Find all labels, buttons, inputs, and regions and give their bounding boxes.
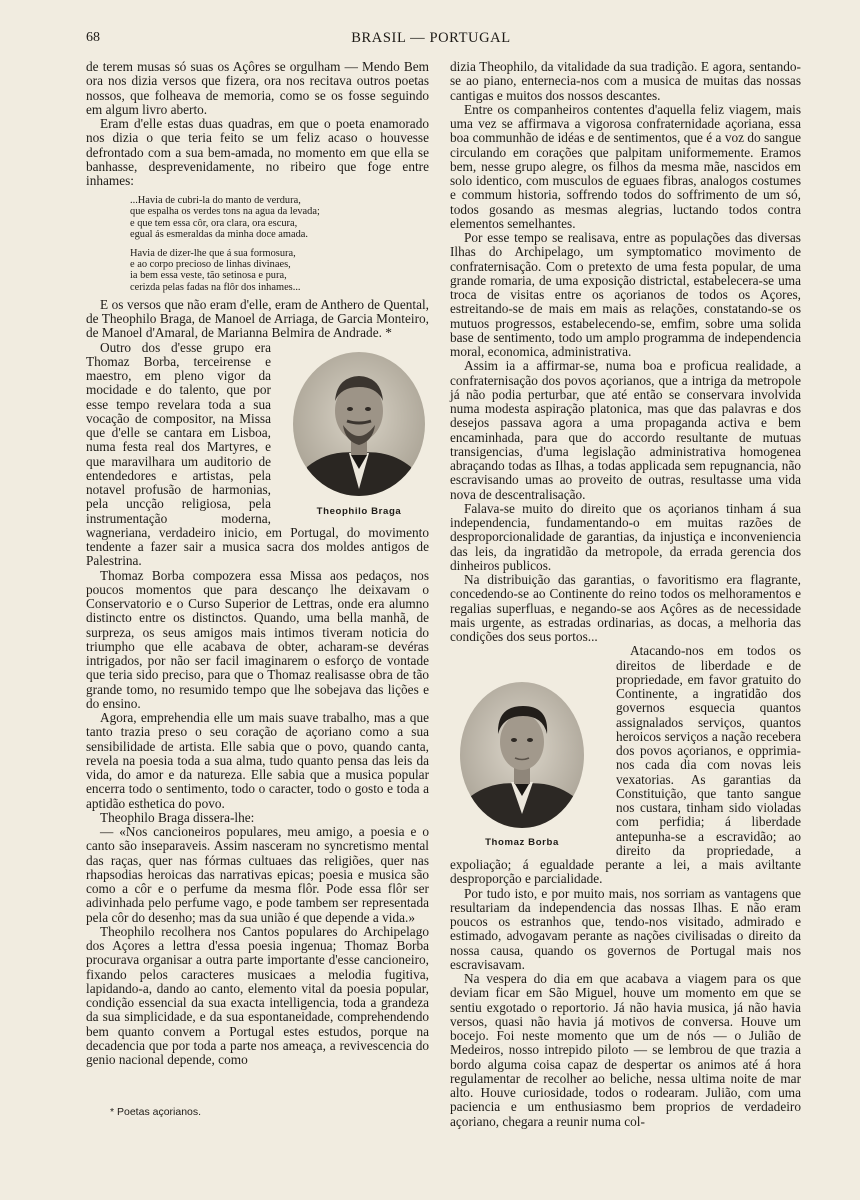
verse-block — [130, 195, 429, 293]
verse-line: e ao corpo precioso de linhas divinaes, — [130, 259, 291, 271]
page-number: 68 — [86, 30, 100, 45]
paragraph: de terem musas só suas os Açôres se orgulham — Mendo Bem ora nos dizia versos que fizera, ora nos recitava outros poetas nossos, que folheava de memoria, como se os fosse seguindo em algum livro aberto. — [86, 59, 429, 117]
paragraph: Agora, emprehendia elle um mais suave trabalho, mas a que tanto trazia preso o seu coração de açoriano como a sua sensibilidade de artista. Elle sabia que o povo, quando canta, revela na poesia toda a sua alma, tudo quanto pensa das leis da vida, do amor e da natureza. Elle sabia que a musica popular encerra todo o sentimento, todo o caracter, todo o gosto e toda a aptidão esthetica do povo. — [86, 710, 429, 811]
paragraph: Outro dos d'esse grupo era Thomaz Borba, terceirense e maestro, em pleno vigor da mocidade e do talento, que por esse tempo revelara toda a sua vocação de compositor, na Missa que d'elle se cantara em Lisboa, numa festa real dos Martyres, e que maravilhara um auditorio de entendedores e artistas, pela notavel profusão de harmonias, pela uncção religiosa, pela instrumentação moderna, wagneriana, verdadeiro inicio, em Portugal, do movimento tendente a fazer sair a musica sacra dos moldes antigos de Palestrina. — [86, 339, 429, 569]
verse-line: egual ás esmeraldas da minha doce amada. — [130, 228, 309, 240]
paragraph: Thomaz Borba compozera essa Missa aos pedaços, nos poucos momentos que para descanço lhe deixavam o Conservatorio e o Curso Superior de Lettras, onde era alumno distincto entre os distinctos. Quando, uma bella manhã, de surpreza, os seus amigos mais intimos tiveram noticia do triumpho que elle acabava de obter, acharam-se devéras intrigados, por não ser facil imaginarem o esforço de vontade que teria sido preciso, para que o Thomaz realisasse obra de tão grande tomo, no resumido tempo que lhe sobejava das lições e do ensino. — [86, 567, 429, 711]
verse-line: ...Havia de cubri-la do manto de verdura, — [130, 195, 301, 207]
portrait-photo — [289, 349, 429, 499]
page-header — [86, 30, 776, 52]
paragraph: Na distribuição das garantias, o favoritismo era flagrante, concedendo-se ao Continente do reino todos os melhoramentos e regalias superfluas, e negando-se aos Açôres as de necessidade mais urgente, as estradas ordinarias, as docas, a melhoria das condições dos seus portos... — [450, 572, 801, 644]
paragraph: Por esse tempo se realisava, entre as populações das diversas Ilhas do Archipelago, um symptomatico movimento de confraternisação. Com o pretexto de uma festa popular, de uma grande romaria, de uma exposição districtal, estabelecera-se uma troca de visitas entre os açorianos de todos os Açores, estreitando-se de mais em mais as relações, constatando-se os mutuos progressos, estabelecendo-se, emfim, sobre uma solida base de sentimento, todo um amplo programma de independencia moral, economica, administrativa. — [450, 230, 801, 359]
paragraph: Assim ia a affirmar-se, numa boa e proficua realidade, a confraternisação dos povos açorianos, que a intriga da metropole já não podia perturbar, que até então se conservara involvida numa modesta aspiração platonica, mas que das palavras e dos desejos passava agora a uma propaganda activa e bem encaminhada, para que do accordo resultante de mutuas transigencias, d'uma legislação administrativa homogenea abraçando todas as Ilhas, a todas applicada sem repugnancia, não escravisando umas ao proveito de outras, resultasse uma vida nova de descentralisação. — [450, 358, 801, 502]
portrait-figure-theophilo — [281, 349, 437, 519]
verse-line: cerizda pelas fadas na flôr dos inhames... — [130, 281, 301, 293]
paragraph: Entre os companheiros contentes d'aquella feliz viagem, mais uma vez se affirmava a vigorosa confraternidade açoriana, essa boa communhão de idéas e de sentimentos, que é a voz do sangue circulando em corações que palpitam uniformemente. Eramos bem, nesse grupo alegre, os filhos da mesma mãe, nascidos em solo identico, com musculos de eguaes fibras, analogos costumes e commum historia, soffrendo todos do soffrimento de um só, todos gosando as mesmas alegrias, luctando todos contra elementos semelhantes. — [450, 101, 801, 231]
paragraph: Na vespera do dia em que acabava a viagem para os que deviam ficar em São Miguel, houve um momento em que se sentiu exgotado o reportorio. Já não havia musica, já não havia versos, quasi não havia já motivos de conversa. Houve um bocejo. Foi neste momento que um de nós — o Julião de Medeiros, nosso intrepido piloto — se lembrou de que trazia a bordo alguma coisa capaz de despertar os animos até á hora regulamentar de recolher ao beliche, nessa ultima noite de mar alto. Houve curiosidade, todos o rodearam. Julião, com uma paciencia e um enthusiasmo bem proprios de verdadeiro açoriano, chegara a reunir numa col- — [450, 971, 801, 1129]
portrait-caption: Theophilo Braga — [316, 505, 402, 517]
right-column — [450, 60, 801, 1129]
footnote: * Poetas açorianos. — [110, 1106, 202, 1118]
running-title: BRASIL — PORTUGAL — [351, 30, 511, 46]
portrait-caption: Thomaz Borba — [485, 837, 559, 849]
paragraph: Theophilo recolhera nos Cantos populares do Archipelago dos Açores a lettra d'essa poesia ingenua; Thomaz Borba procurava organisar a outra parte importante d'esse cancioneiro, fixando pelos caracteres musicaes a melodia fugitiva, lapidando-a, dando ao canto, elemento vital da poesia popular, condição essencial da sua exacta intelligencia, toda a grandeza da sua simplicidade, e da sua espontaneidade, comprehendendo bem quanto convem a Portugal estes estudos, porque na decadencia que por toda a parte nos ameaça, a revivescencia do genio nacional depende, como — [86, 923, 429, 1068]
paragraph: Por tudo isto, e por muito mais, nos sorriam as vantagens que resultariam da independencia das nossas Ilhas. E não eram poucos os estranhos que, tendo-nos visitado, admirado e estimado, advogavam perante as nações civilisadas o direito da nossa causa, quando os governos de Portugal mais nos escravisavam. — [450, 885, 801, 972]
paragraph: E os versos que não eram d'elle, eram de Anthero de Quental, de Theophilo Braga, de Manoel de Arriaga, de Garcia Monteiro, de Manoel d'Amaral, de Marianna Belmira de Andrade. * — [86, 296, 429, 341]
portrait-photo — [457, 680, 587, 830]
paragraph: Eram d'elle estas duas quadras, em que o poeta enamorado nos dizia o que teria feito se um feliz acaso o houvesse defrontado com a sua bem-amada, no momento em que ella se banhasse, desprevenidamente, no ribeiro que foge entre inhames: — [86, 116, 429, 188]
paragraph: dizia Theophilo, da vitalidade da sua tradição. E agora, sentando-se ao piano, enternecia-nos com a musica de muitas das nossas cantigas e muitos dos nossos descantes. — [450, 59, 801, 103]
verse-line: Havia de dizer-lhe que á sua formosura, — [130, 248, 296, 260]
portrait-figure-thomaz — [442, 680, 602, 850]
left-column — [86, 60, 429, 1067]
paragraph: — «Nos cancioneiros populares, meu amigo, a poesia e o canto são inseparaveis. Assim nasceram no syncretismo mental das raças, quer nas fórmas cultuaes das religiões, quer nas rhapsodias heroicas das narrativas epicas; poesia e musica são como a côr e o perfume da mesma flôr. Pode essa flôr ser adivinhada pelo perfume vago, e pode tambem ser representada pela côr do desenho; mas da sua união é que depende a vida.» — [86, 824, 429, 925]
paragraph: Falava-se muito do direito que os açorianos tinham á sua independencia, fundamentando-o em muitas razões de desproporcionalidade de garantias, da injustiça e inconveniencia das leis, da ingratidão da metropole, da errada gerencia dos dinheiros publicos. — [450, 500, 801, 573]
paragraph: Atacando-nos em todos os direitos de liberdade e de propriedade, em favor gratuito do Continente, a ingratidão dos governos esquecia quantos assignalados serviços, quantos heroicos serviços a nação recebera dos povos açorianos, e opprimia-nos cada dia com novas leis vexatorias. As garantias da Constituição, que tanto sangue nos custara, tinham sido violadas com perfidia; á liberdade antepunha-se a escravidão; ao direito da propriedade, a expoliação; á egualdade perante a lei, a mais aviltante desproporção e parcialidade. — [450, 643, 801, 887]
verse-line: e que tem essa côr, ora clara, ora escura, — [130, 217, 298, 229]
verse-line: que espalha os verdes tons na agua da levada; — [130, 206, 320, 218]
verse-line: ia bem essa veste, tão setinosa e pura, — [130, 270, 287, 282]
paragraph: Theophilo Braga dissera-lhe: — [100, 809, 255, 825]
